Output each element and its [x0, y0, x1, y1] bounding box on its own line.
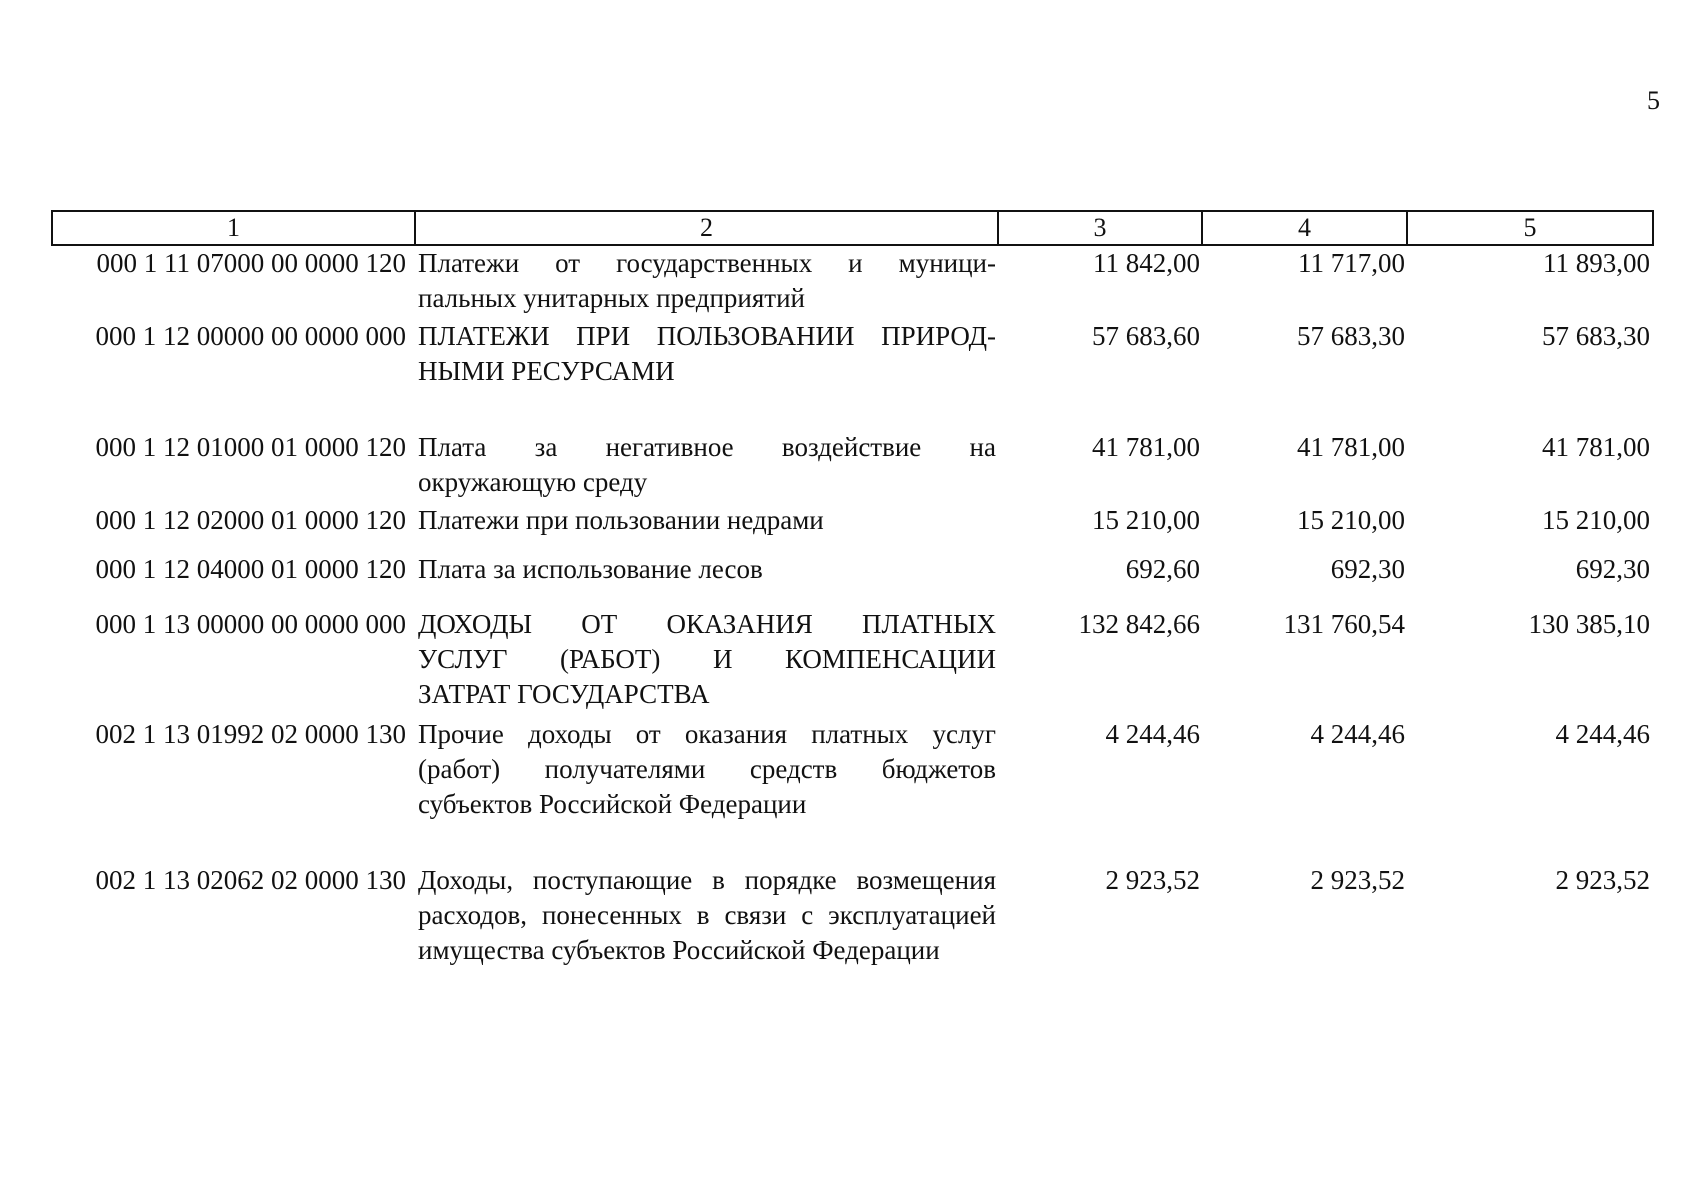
row-name-line: расходов, понесенных в связи с эксплуатацией: [418, 900, 996, 930]
row-value-col5: 130 385,10: [1528, 609, 1650, 639]
header-col-5: 5: [1406, 212, 1652, 244]
row-value-col3: 4 244,46: [1105, 719, 1200, 749]
row-value-col3: 41 781,00: [1092, 432, 1200, 462]
row-code: 000 1 12 01000 01 0000 120: [95, 432, 406, 462]
page-number: 5: [1647, 86, 1660, 115]
row-name-line: субъектов Российской Федерации: [418, 789, 807, 819]
row-value-col3: 692,60: [1125, 554, 1200, 584]
row-value-col3: 15 210,00: [1092, 505, 1200, 535]
row-name: [418, 246, 996, 316]
row-name-line: ДОХОДЫ ОТ ОКАЗАНИЯ ПЛАТНЫХ: [418, 609, 996, 639]
row-value-col4: 692,30: [1330, 554, 1405, 584]
row-name: [418, 863, 996, 968]
row-value-col4: 11 717,00: [1298, 248, 1405, 278]
row-value-col4: 2 923,52: [1310, 865, 1405, 895]
row-value-col3: 2 923,52: [1105, 865, 1200, 895]
row-name: [418, 319, 996, 389]
row-value-col5: 692,30: [1575, 554, 1650, 584]
row-name-line: окружающую среду: [418, 467, 648, 497]
row-name-line: УСЛУГ (РАБОТ) И КОМПЕНСАЦИИ: [418, 644, 996, 674]
header-col-4: 4: [1201, 212, 1406, 244]
row-value-col5: 4 244,46: [1555, 719, 1650, 749]
table-header: [51, 210, 1654, 246]
row-code: 002 1 13 01992 02 0000 130: [95, 719, 406, 749]
row-name-line: Плата за использование лесов: [418, 554, 763, 584]
row-name-line: Платежи от государственных и муници-: [418, 248, 996, 278]
row-value-col3: 57 683,60: [1092, 321, 1200, 351]
header-col-1: 1: [227, 213, 240, 242]
row-name: [418, 717, 996, 822]
row-name-line: пальных унитарных предприятий: [418, 283, 805, 313]
row-name: [418, 552, 996, 587]
row-value-col4: 15 210,00: [1297, 505, 1405, 535]
row-name-line: имущества субъектов Российской Федерации: [418, 935, 940, 965]
row-value-col4: 131 760,54: [1283, 609, 1405, 639]
row-code: 000 1 12 00000 00 0000 000: [95, 321, 406, 351]
row-name: [418, 607, 996, 712]
header-col-2: 2: [414, 212, 997, 244]
row-value-col4: 57 683,30: [1297, 321, 1405, 351]
row-name-line: НЫМИ РЕСУРСАМИ: [418, 356, 675, 386]
row-value-col4: 4 244,46: [1310, 719, 1405, 749]
row-value-col5: 57 683,30: [1542, 321, 1650, 351]
row-name: [418, 503, 996, 538]
row-name: [418, 430, 996, 500]
row-value-col4: 41 781,00: [1297, 432, 1405, 462]
row-name-line: Доходы, поступающие в порядке возмещения: [418, 865, 996, 895]
row-value-col5: 41 781,00: [1542, 432, 1650, 462]
row-name-line: (работ) получателями средств бюджетов: [418, 754, 996, 784]
row-code: 000 1 12 04000 01 0000 120: [95, 554, 406, 584]
row-name-line: Прочие доходы от оказания платных услуг: [418, 719, 996, 749]
row-value-col5: 15 210,00: [1542, 505, 1650, 535]
row-name-line: ЗАТРАТ ГОСУДАРСТВА: [418, 679, 710, 709]
row-name-line: ПЛАТЕЖИ ПРИ ПОЛЬЗОВАНИИ ПРИРОД-: [418, 321, 996, 351]
row-value-col3: 11 842,00: [1093, 248, 1200, 278]
row-code: 000 1 11 07000 00 0000 120: [96, 248, 406, 278]
row-value-col5: 2 923,52: [1555, 865, 1650, 895]
row-value-col3: 132 842,66: [1078, 609, 1200, 639]
header-col-3: 3: [997, 212, 1201, 244]
row-name-line: Платежи при пользовании недрами: [418, 505, 824, 535]
row-code: 000 1 13 00000 00 0000 000: [95, 609, 406, 639]
row-name-line: Плата за негативное воздействие на: [418, 432, 996, 462]
row-code: 000 1 12 02000 01 0000 120: [95, 505, 406, 535]
row-code: 002 1 13 02062 02 0000 130: [95, 865, 406, 895]
row-value-col5: 11 893,00: [1543, 248, 1650, 278]
